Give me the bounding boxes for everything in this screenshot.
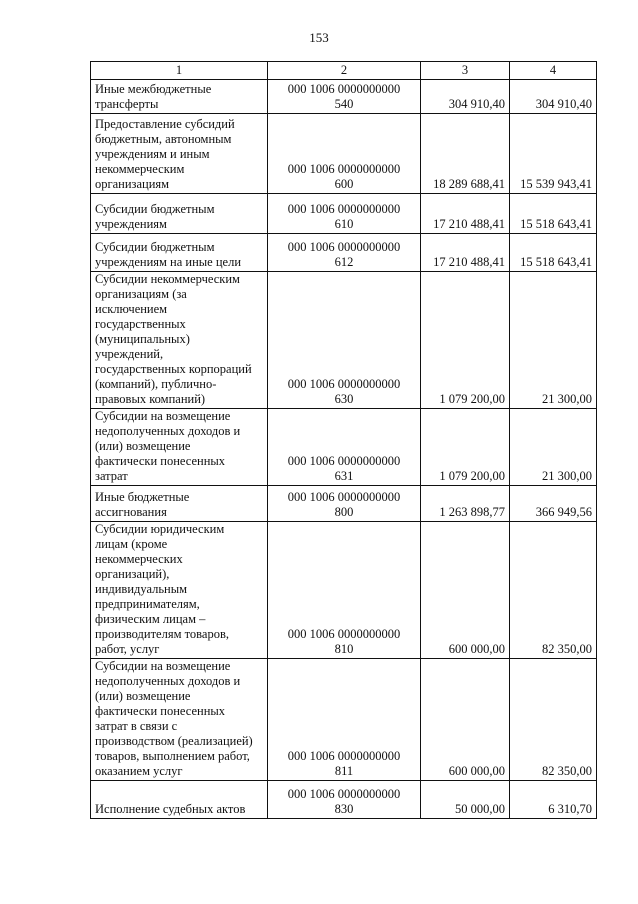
table-row	[91, 522, 597, 659]
column-header-1: 1	[91, 62, 268, 80]
row-col4-value: 21 300,00	[510, 272, 597, 409]
row-col3-value: 1 079 200,00	[421, 272, 510, 409]
table-row	[91, 409, 597, 486]
row-code: 000 1006 0000000000 612	[268, 234, 421, 272]
row-code: 000 1006 0000000000 810	[268, 522, 421, 659]
row-col4-value: 304 910,40	[510, 80, 597, 114]
column-header-3: 3	[421, 62, 510, 80]
row-code: 000 1006 0000000000 610	[268, 194, 421, 234]
row-col3-value: 304 910,40	[421, 80, 510, 114]
table-row	[91, 80, 597, 114]
page-number: 153	[309, 30, 329, 45]
row-name: Иные бюджетные ассигнования	[91, 486, 268, 522]
table-row	[91, 486, 597, 522]
row-name: Предоставление субсидий бюджетным, автономным учреждениям и иным некоммерческим организациям	[91, 114, 268, 194]
row-col4-value: 82 350,00	[510, 522, 597, 659]
row-code: 000 1006 0000000000 600	[268, 114, 421, 194]
row-code: 000 1006 0000000000 800	[268, 486, 421, 522]
row-col4-value: 15 539 943,41	[510, 114, 597, 194]
row-code: 000 1006 0000000000 630	[268, 272, 421, 409]
row-col4-value: 21 300,00	[510, 409, 597, 486]
budget-table	[90, 61, 597, 819]
row-col3-value: 17 210 488,41	[421, 194, 510, 234]
row-col4-value: 82 350,00	[510, 659, 597, 781]
row-col3-value: 1 079 200,00	[421, 409, 510, 486]
row-col3-value: 600 000,00	[421, 522, 510, 659]
column-header-2: 2	[268, 62, 421, 80]
row-col3-value: 600 000,00	[421, 659, 510, 781]
table-row	[91, 234, 597, 272]
row-name: Субсидии на возмещение недополученных доходов и (или) возмещение фактически понесенных затрат	[91, 409, 268, 486]
row-code: 000 1006 0000000000 631	[268, 409, 421, 486]
row-col3-value: 18 289 688,41	[421, 114, 510, 194]
row-name: Иные межбюджетные трансферты	[91, 80, 268, 114]
row-name: Субсидии некоммерческим организациям (за исключением государственных (муниципальных) учреждений, государственных корпораций (компаний), публично- правовых компаний)	[91, 272, 268, 409]
row-code: 000 1006 0000000000 811	[268, 659, 421, 781]
row-col4-value: 366 949,56	[510, 486, 597, 522]
row-name: Субсидии бюджетным учреждениям на иные цели	[91, 234, 268, 272]
row-col3-value: 50 000,00	[421, 781, 510, 819]
row-col3-value: 17 210 488,41	[421, 234, 510, 272]
table-row	[91, 659, 597, 781]
row-code: 000 1006 0000000000 540	[268, 80, 421, 114]
row-name: Субсидии юридическим лицам (кроме некоммерческих организаций), индивидуальным предпринимателям, физическим лицам – производителям товаров, работ, услуг	[91, 522, 268, 659]
table-row	[91, 272, 597, 409]
row-name: Субсидии на возмещение недополученных доходов и (или) возмещение фактически понесенных затрат в связи с производством (реализацией) товаров, выполнением работ, оказанием услуг	[91, 659, 268, 781]
column-header-4: 4	[510, 62, 597, 80]
row-code: 000 1006 0000000000 830	[268, 781, 421, 819]
table-row	[91, 194, 597, 234]
row-name: Исполнение судебных актов	[91, 781, 268, 819]
row-col4-value: 15 518 643,41	[510, 194, 597, 234]
row-name: Субсидии бюджетным учреждениям	[91, 194, 268, 234]
table-header-row	[91, 62, 597, 80]
table-row	[91, 781, 597, 819]
row-col4-value: 6 310,70	[510, 781, 597, 819]
row-col4-value: 15 518 643,41	[510, 234, 597, 272]
row-col3-value: 1 263 898,77	[421, 486, 510, 522]
table-row	[91, 114, 597, 194]
